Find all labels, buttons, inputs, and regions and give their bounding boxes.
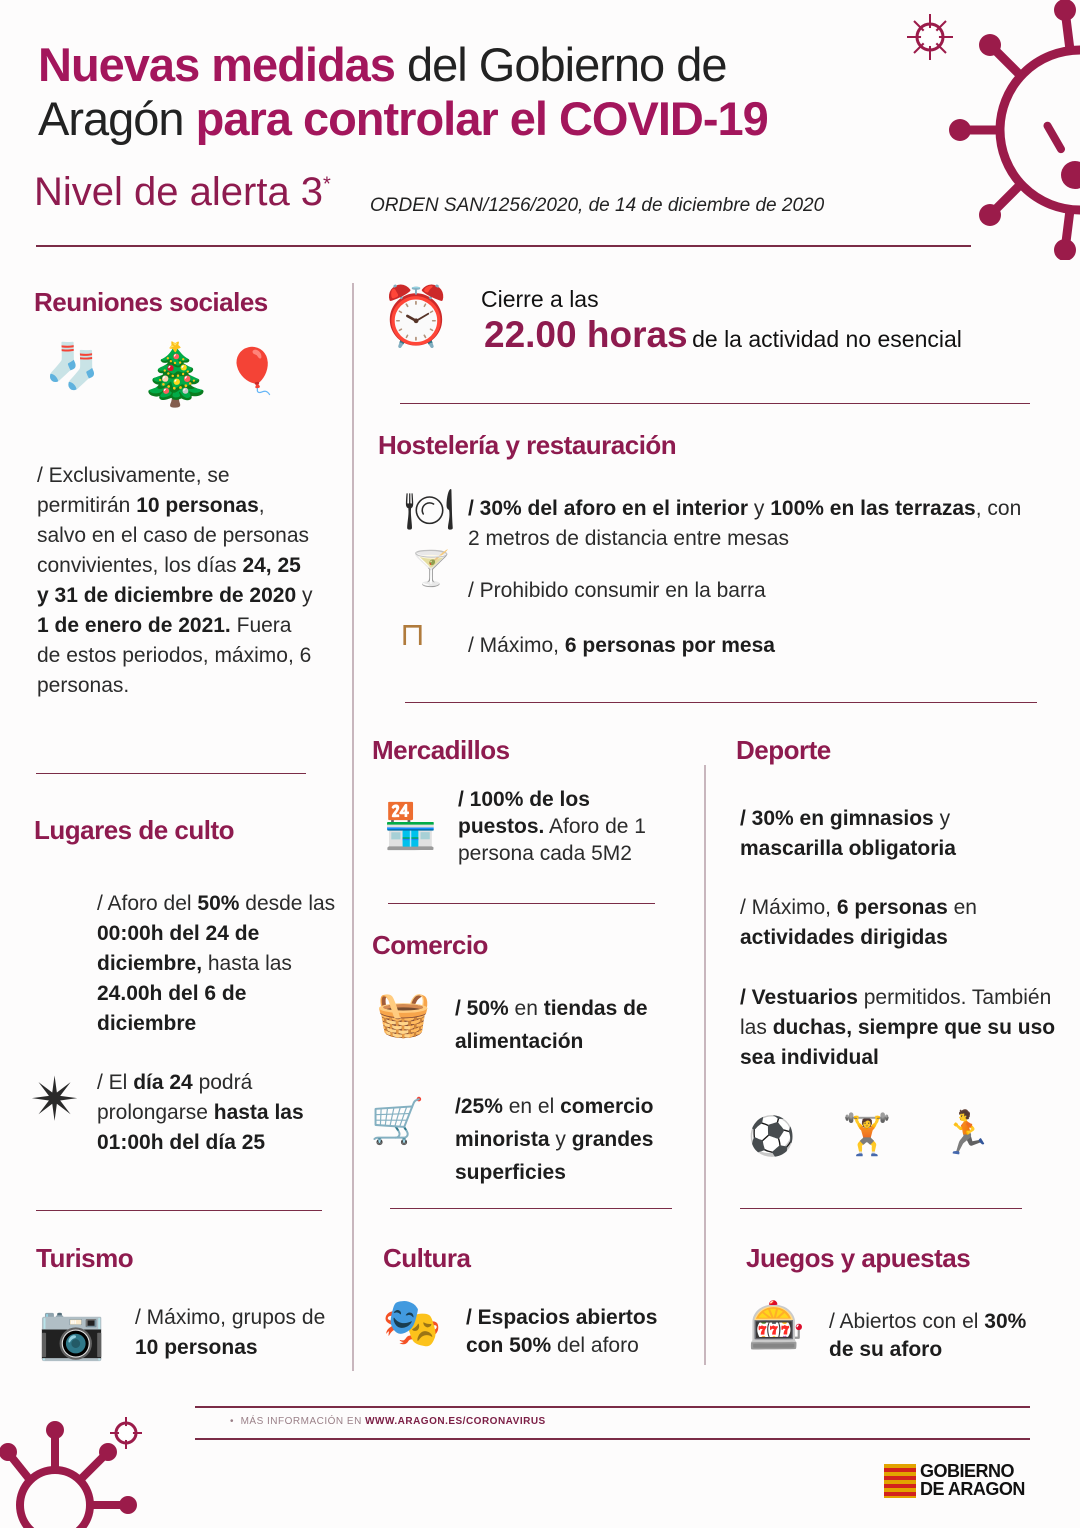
comercio-item-2 [455,1090,695,1189]
text-bold-segment: 10 personas [135,1336,258,1359]
title-line2-bold: para controlar el COVID-19 [195,92,768,145]
cierre-line2 [484,314,962,356]
footer-divider [195,1438,1030,1440]
text-bold-segment: hasta las 01:00h del día 25 [97,1101,304,1154]
alert-level-text: Nivel de alerta 3 [34,170,324,214]
heading-mercadillos: Mercadillos [372,735,510,765]
text-segment: en [508,997,544,1020]
text-bold-segment: / 30% del aforo en el interior [468,497,749,520]
text-bold-segment: 50% [197,892,240,915]
mercadillos-text [458,786,678,867]
hosteleria-item-1 [468,494,1028,554]
text-segment: / Exclusivamente, se permitirán [37,464,230,517]
text-segment: Aforo de 1 persona cada 5M2 [458,815,646,865]
cierre-line1: Cierre a las [481,286,599,312]
text-segment: / Abiertos con el [829,1310,985,1333]
text-segment: podrá prolongarse [97,1071,253,1124]
text-bold-segment: / 100% de los puestos. [458,788,590,838]
stocking-icon: 🧦 [45,342,100,391]
text-bold-segment: 30% de su aforo [829,1310,1027,1361]
cultura-text [466,1304,696,1360]
text-bold-segment: actividades dirigidas [740,926,948,949]
text-segment: permitidos. También las [740,986,1052,1039]
text-bold-segment: / Espacios abiertos con 50% [466,1306,658,1357]
text-segment: / Máximo, grupos de [135,1306,326,1329]
text-bold-segment: grandes superficies [455,1128,654,1184]
text-segment: / Máximo, [740,896,837,919]
text-segment: Fuera de estos periodos, máximo, 6 personas. [37,614,312,697]
text-bold-segment: 24.00h del 6 de diciembre [97,982,247,1035]
title-line2-start: Aragón [38,92,196,145]
text-bold-segment: tiendas de alimentación [455,997,648,1053]
title-rest: del Gobierno de [394,38,727,91]
text-segment: / Prohibido consumir en la barra [468,579,766,602]
cloche-icon: 🍽 [404,488,455,532]
weightlifter-icon: 🏋 [842,1113,892,1157]
title-bold: Nuevas medidas [38,38,395,91]
text-bold-segment: 24, 25 y 31 de diciembre de 2020 [37,554,301,607]
christmas-tree-icon: 🎄 [138,341,213,408]
text-segment: / El [97,1071,134,1094]
page-title [38,38,768,146]
text-bold-segment: comercio minorista [455,1095,654,1151]
juegos-text [829,1308,1029,1364]
alert-asterisk: * [323,173,331,196]
turismo-text [135,1303,335,1363]
text-segment: hasta las [202,952,292,975]
heading-hosteleria: Hostelería y restauración [378,430,677,460]
small-virus-icon-bottom [108,1415,144,1451]
text-bold-segment: duchas, siempre que su uso sea individual [740,1016,1056,1069]
column-divider [704,765,706,1365]
hosteleria-item-2 [468,576,1028,606]
text-bold-segment: 00:00h del 24 de diciembre, [97,922,260,975]
text-segment: / Aforo del [97,892,198,915]
text-bold-segment: 6 personas [836,896,948,919]
text-segment: y [748,497,771,520]
casino-chips-icon: 🎰 [748,1299,806,1351]
hosteleria-item-3 [468,631,1028,661]
culto-item-2 [97,1068,337,1158]
market-stall-icon: 🏪 [383,802,438,851]
text-segment: y [296,584,313,607]
table-icon: ⊓ [400,616,425,652]
reuniones-text [37,461,317,701]
aragon-flag-icon [884,1464,916,1498]
runner-icon: 🏃 [940,1109,993,1156]
divider [740,1208,1022,1209]
comercio-item-1 [455,992,695,1058]
footer-info-text: MÁS INFORMACIÓN EN [240,1416,366,1427]
text-segment: , con 2 metros de distancia entre mesas [468,497,1022,550]
text-segment: en el [502,1095,561,1118]
deporte-item-2 [740,893,1050,953]
text-bold-segment: / 30% en gimnasios [740,807,934,830]
order-reference: ORDEN SAN/1256/2020, de 14 de diciembre de 2020 [370,195,825,216]
small-virus-icon [905,12,955,62]
text-bold-segment: /25% [455,1095,503,1118]
cierre-hours: 22.00 horas [484,314,688,355]
ornament-icon: 🎈 [225,347,280,396]
heading-culto: Lugares de culto [34,815,235,845]
grocery-basket-icon: 🧺 [376,990,431,1039]
theater-masks-icon: 🎭 [382,1297,442,1350]
divider [400,403,1030,404]
camera-icon: 📷 [38,1302,106,1362]
heading-turismo: Turismo [36,1243,134,1273]
footer-info: • MÁS INFORMACIÓN EN WWW.ARAGON.ES/CORONAVIRUS [230,1416,546,1427]
text-bold-segment: 10 personas [136,494,259,517]
culto-item-1 [97,889,342,1039]
alert-level [34,170,331,215]
deporte-item-3 [740,983,1060,1073]
text-bold-segment: 1 de enero de 2021. [37,614,231,637]
star-icon: ✴ [30,1066,81,1133]
text-bold-segment: / Vestuarios [740,986,858,1009]
text-bold-segment: mascarilla obligatoria [740,837,956,860]
alarm-clock-icon: ⏰ [380,284,453,349]
text-segment: / Máximo, [468,634,565,657]
text-segment: y [933,807,951,830]
footer-divider [195,1406,1030,1408]
soccer-ball-icon: ⚽ [748,1116,796,1158]
divider [36,773,306,774]
cierre-rest: de la actividad no esencial [692,326,962,352]
heading-deporte: Deporte [736,735,831,765]
gobierno-logo: GOBIERNO DE ARAGON [920,1461,1025,1499]
heading-juegos: Juegos y apuestas [746,1243,971,1273]
text-bold-segment: día 24 [133,1071,193,1094]
footer-url-link[interactable]: WWW.ARAGON.ES/CORONAVIRUS [365,1416,546,1427]
virus-icon [940,0,1080,260]
text-segment: , salvo en el caso de personas convivientes, los días [37,494,310,577]
heading-reuniones: Reuniones sociales [34,287,268,317]
text-bold-segment: 6 personas por mesa [564,634,775,657]
divider [36,245,971,247]
divider [36,1210,322,1211]
deporte-item-1 [740,804,1050,864]
divider [390,1208,672,1209]
column-divider [352,283,354,1371]
divider [388,903,655,904]
text-segment: del aforo [551,1334,639,1357]
text-segment: en [947,896,977,919]
heading-cultura: Cultura [383,1243,471,1273]
shopping-cart-icon: 🛒 [370,1097,425,1146]
cocktail-icon: 🍸 [410,550,453,588]
text-bold-segment: / 50% [455,997,509,1020]
heading-comercio: Comercio [372,930,488,960]
text-segment: y [549,1128,572,1151]
text-bold-segment: 100% en las terrazas [770,497,976,520]
divider [405,702,1037,703]
text-segment: desde las [239,892,336,915]
